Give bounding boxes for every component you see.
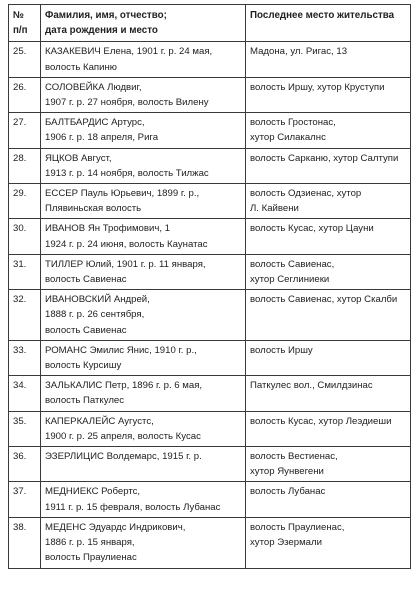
victims-register-table <box>8 4 411 569</box>
name-birth-line: КАЗАКЕВИЧ Елена, 1901 г. р. 24 мая, <box>45 46 213 58</box>
header-name <box>41 5 246 42</box>
name-birth-line: БАЛТБАРДИС Артурс, <box>45 117 145 129</box>
name-birth-line: 1906 г. р. 18 апреля, Рига <box>45 132 159 144</box>
table-row <box>9 290 411 341</box>
row-last-residence <box>246 517 411 568</box>
row-name-birth <box>41 184 246 219</box>
last-residence-line: волость Иршу <box>250 344 313 356</box>
header-number <box>9 5 41 42</box>
row-last-residence <box>246 219 411 254</box>
last-residence-line: волость Кусас, хутор Цауни <box>250 223 374 235</box>
name-birth-line: РОМАНС Эмилис Янис, 1910 г. р., <box>45 344 197 356</box>
table-body <box>9 42 411 568</box>
last-residence-line: Л. Кайвени <box>250 203 299 215</box>
name-birth-line: волость Паткулес <box>45 395 125 407</box>
row-name-birth <box>41 148 246 183</box>
row-number: 34. <box>9 376 41 411</box>
row-last-residence <box>246 290 411 341</box>
table-row <box>9 517 411 568</box>
last-residence-line: волость Савиенас, <box>250 258 335 270</box>
table-row <box>9 77 411 112</box>
name-birth-line: волость Савиенас <box>45 274 127 286</box>
table-row <box>9 42 411 77</box>
row-number: 38. <box>9 517 41 568</box>
table-row <box>9 254 411 289</box>
last-residence-line: хутор Сеглиниеки <box>250 274 330 286</box>
header-place-line: Последнее место жительства <box>250 10 395 21</box>
row-name-birth <box>41 77 246 112</box>
name-birth-line: МЕДНИЕКС Робертс, <box>45 486 141 498</box>
name-birth-line: 1888 г. р. 26 сентября, <box>45 309 145 321</box>
name-birth-line: СОЛОВЕЙКА Людвиг, <box>45 81 142 93</box>
last-residence-line: волость Вестиенас, <box>250 451 338 463</box>
row-number: 26. <box>9 77 41 112</box>
row-last-residence <box>246 254 411 289</box>
name-birth-line: 1907 г. р. 27 ноября, волость Вилену <box>45 97 209 109</box>
header-name-line: Фамилия, имя, отчество; <box>45 10 167 21</box>
name-birth-line: 1886 г. р. 15 января, <box>45 537 135 549</box>
row-number: 37. <box>9 482 41 517</box>
row-last-residence <box>246 113 411 148</box>
row-name-birth <box>41 290 246 341</box>
document-page <box>8 4 410 569</box>
row-name-birth <box>41 340 246 375</box>
row-last-residence <box>246 447 411 482</box>
name-birth-line: ТИЛЛЕР Юлий, 1901 г. р. 11 января, <box>45 258 206 270</box>
row-number: 32. <box>9 290 41 341</box>
header-number-line: п/п <box>13 25 28 37</box>
table-row <box>9 219 411 254</box>
last-residence-line: волость Лубанас <box>250 486 326 498</box>
name-birth-line: МЕДЕНС Эдуардс Индрикович, <box>45 521 186 533</box>
table-row <box>9 113 411 148</box>
name-birth-line: Плявиньская волость <box>45 203 142 215</box>
last-residence-line: хутор Эзермали <box>250 537 322 549</box>
header-number-line: № <box>13 10 24 21</box>
name-birth-line: ИВАНОВ Ян Трофимович, 1 <box>45 223 171 235</box>
name-birth-line: волость Капиню <box>45 61 117 73</box>
last-residence-line: волость Иршу, хутор Круступи <box>250 81 385 93</box>
name-birth-line: ЭЗЕРЛИЦИС Волдемарс, 1915 г. р. <box>45 451 202 463</box>
row-number: 35. <box>9 411 41 446</box>
row-number: 29. <box>9 184 41 219</box>
row-number: 28. <box>9 148 41 183</box>
name-birth-line: волость Савиенас <box>45 324 127 336</box>
last-residence-line: хутор Яунвегени <box>250 466 324 478</box>
table-row <box>9 411 411 446</box>
row-name-birth <box>41 411 246 446</box>
table-row <box>9 148 411 183</box>
row-number: 27. <box>9 113 41 148</box>
table-row <box>9 447 411 482</box>
row-name-birth <box>41 219 246 254</box>
name-birth-line: 1913 г. р. 14 ноября, волость Тилжас <box>45 167 209 179</box>
name-birth-line: КАПЕРКАЛЕЙС Аугустс, <box>45 415 154 427</box>
last-residence-line: волость Савиенас, хутор Скалби <box>250 294 398 306</box>
row-number: 33. <box>9 340 41 375</box>
name-birth-line: 1924 г. р. 24 июня, волость Каунатас <box>45 238 208 250</box>
row-name-birth <box>41 113 246 148</box>
row-number: 31. <box>9 254 41 289</box>
name-birth-line: волость Праулиенас <box>45 552 137 564</box>
table-row <box>9 184 411 219</box>
name-birth-line: 1911 г. р. 15 февраля, волость Лубанас <box>45 501 221 513</box>
last-residence-line: волость Одзиенас, хутор <box>250 188 362 200</box>
name-birth-line: ЗАЛЬКАЛИС Петр, 1896 г. р. 6 мая, <box>45 380 203 392</box>
table-header <box>9 5 411 42</box>
row-name-birth <box>41 42 246 77</box>
name-birth-line: ЯЦКОВ Август, <box>45 152 112 164</box>
header-place <box>246 5 411 42</box>
table-row <box>9 376 411 411</box>
last-residence-line: волость Кусас, хутор Леэдиеши <box>250 415 392 427</box>
header-name-line: дата рождения и место <box>45 25 158 37</box>
last-residence-line: Мадона, ул. Ригас, 13 <box>250 46 348 58</box>
table-header-row <box>9 5 411 42</box>
row-name-birth <box>41 517 246 568</box>
name-birth-line: 1900 г. р. 25 апреля, волость Кусас <box>45 430 201 442</box>
name-birth-line: ИВАНОВСКИЙ Андрей, <box>45 294 150 306</box>
last-residence-line: волость Сарканю, хутор Салтупи <box>250 152 399 164</box>
row-last-residence <box>246 411 411 446</box>
row-number: 30. <box>9 219 41 254</box>
last-residence-line: Паткулес вол., Смилдзинас <box>250 380 373 392</box>
last-residence-line: хутор Силакалнс <box>250 132 326 144</box>
name-birth-line: ЕССЕР Пауль Юрьевич, 1899 г. р., <box>45 188 200 200</box>
name-birth-line: волость Курсишу <box>45 360 122 372</box>
row-last-residence <box>246 148 411 183</box>
row-number: 36. <box>9 447 41 482</box>
last-residence-line: волость Гростонас, <box>250 117 336 129</box>
table-row <box>9 482 411 517</box>
table-row <box>9 340 411 375</box>
row-last-residence <box>246 340 411 375</box>
row-number: 25. <box>9 42 41 77</box>
row-name-birth <box>41 376 246 411</box>
row-last-residence <box>246 184 411 219</box>
row-name-birth <box>41 447 246 482</box>
row-last-residence <box>246 77 411 112</box>
last-residence-line: волость Праулиенас, <box>250 521 345 533</box>
row-name-birth <box>41 482 246 517</box>
row-last-residence <box>246 482 411 517</box>
row-last-residence <box>246 376 411 411</box>
row-last-residence <box>246 42 411 77</box>
row-name-birth <box>41 254 246 289</box>
